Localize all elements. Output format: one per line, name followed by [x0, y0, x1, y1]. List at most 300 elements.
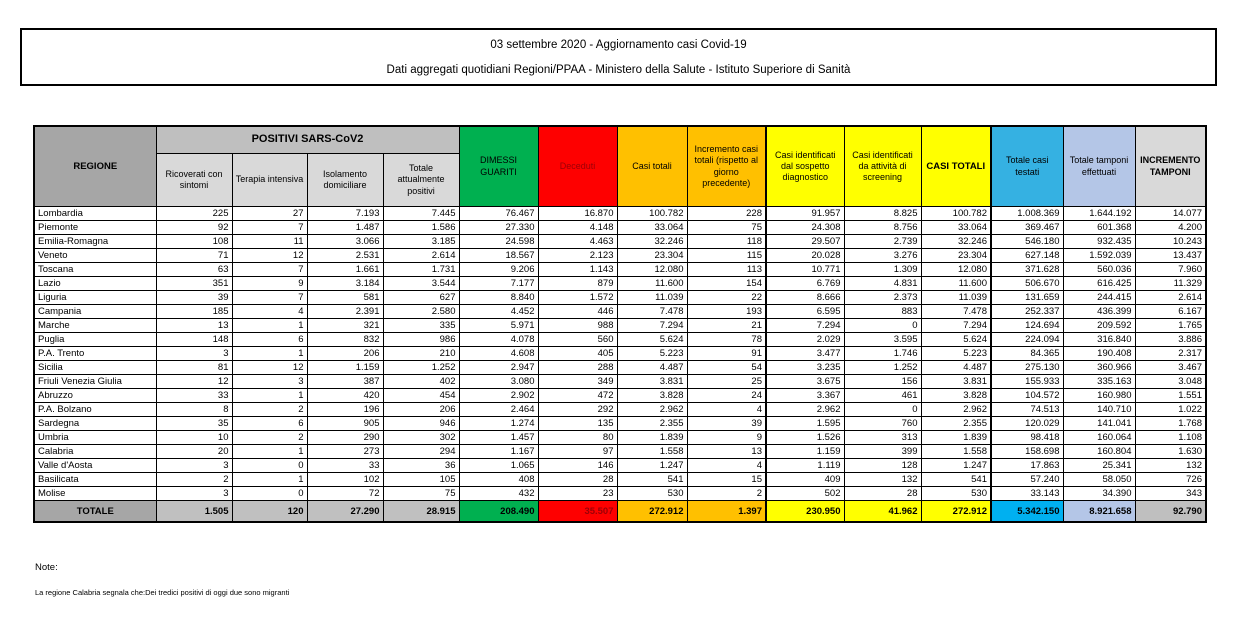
value-cell: 2.614 [1135, 291, 1206, 305]
value-cell: 2.464 [459, 403, 538, 417]
value-cell: 108 [156, 235, 232, 249]
value-cell: 292 [538, 403, 617, 417]
value-cell: 35 [156, 417, 232, 431]
value-cell: 351 [156, 277, 232, 291]
value-cell: 2.902 [459, 389, 538, 403]
value-cell: 601.368 [1063, 221, 1135, 235]
value-cell: 371.628 [991, 263, 1063, 277]
value-cell: 432 [459, 487, 538, 501]
value-cell: 1.247 [617, 459, 687, 473]
value-cell: 21 [687, 319, 766, 333]
value-cell: 33.064 [921, 221, 991, 235]
value-cell: 1.487 [307, 221, 383, 235]
covid-data-table [33, 125, 1207, 523]
value-cell: 81 [156, 361, 232, 375]
value-cell: 905 [307, 417, 383, 431]
value-cell: 206 [383, 403, 459, 417]
value-cell: 28 [538, 473, 617, 487]
value-cell: 405 [538, 347, 617, 361]
table-row [34, 445, 1206, 459]
value-cell: 12 [232, 361, 307, 375]
value-cell: 78 [687, 333, 766, 347]
value-cell: 1.457 [459, 431, 538, 445]
value-cell: 102 [307, 473, 383, 487]
value-cell: 228 [687, 207, 766, 221]
value-cell: 7.445 [383, 207, 459, 221]
value-cell: 616.425 [1063, 277, 1135, 291]
value-cell: 1.309 [844, 263, 921, 277]
value-cell: 131.659 [991, 291, 1063, 305]
value-cell: 3.367 [766, 389, 844, 403]
value-cell: 883 [844, 305, 921, 319]
value-cell: 1.765 [1135, 319, 1206, 333]
value-cell: 9.206 [459, 263, 538, 277]
value-cell: 4.148 [538, 221, 617, 235]
value-cell: 8.666 [766, 291, 844, 305]
value-cell: 8 [156, 403, 232, 417]
table-row [34, 487, 1206, 501]
value-cell: 6.595 [766, 305, 844, 319]
value-cell: 4.487 [921, 361, 991, 375]
value-cell: 399 [844, 445, 921, 459]
region-cell: P.A. Bolzano [34, 403, 156, 417]
value-cell: 3.048 [1135, 375, 1206, 389]
value-cell: 316.840 [1063, 333, 1135, 347]
value-cell: 10.771 [766, 263, 844, 277]
header-incremento-casi: Incremento casi totali (rispetto al giorno precedente) [687, 126, 766, 207]
value-cell: 436.399 [1063, 305, 1135, 319]
value-cell: 23 [538, 487, 617, 501]
region-cell: Veneto [34, 249, 156, 263]
value-cell: 2 [232, 403, 307, 417]
value-cell: 210 [383, 347, 459, 361]
value-cell: 3 [156, 347, 232, 361]
header-deceduti: Deceduti [538, 126, 617, 207]
value-cell: 11.039 [921, 291, 991, 305]
table-row [34, 305, 1206, 319]
value-cell: 7.478 [617, 305, 687, 319]
value-cell: 1.505 [156, 501, 232, 523]
value-cell: 4 [687, 459, 766, 473]
table-row [34, 263, 1206, 277]
table-row [34, 375, 1206, 389]
value-cell: 120.029 [991, 417, 1063, 431]
value-cell: 6 [232, 333, 307, 347]
value-cell: 20 [156, 445, 232, 459]
value-cell: 1.661 [307, 263, 383, 277]
value-cell: 196 [307, 403, 383, 417]
value-cell: 33 [307, 459, 383, 473]
value-cell: 879 [538, 277, 617, 291]
value-cell: 2.029 [766, 333, 844, 347]
value-cell: 1.252 [844, 361, 921, 375]
region-cell: Friuli Venezia Giulia [34, 375, 156, 389]
region-cell: Campania [34, 305, 156, 319]
region-cell: Liguria [34, 291, 156, 305]
value-cell: 360.966 [1063, 361, 1135, 375]
region-cell: Lombardia [34, 207, 156, 221]
value-cell: 6 [232, 417, 307, 431]
value-cell: 105 [383, 473, 459, 487]
value-cell: 91 [687, 347, 766, 361]
header-casi-screening: Casi identificati da attività di screening [844, 126, 921, 207]
value-cell: 1.630 [1135, 445, 1206, 459]
value-cell: 1.159 [766, 445, 844, 459]
table-row [34, 333, 1206, 347]
value-cell: 408 [459, 473, 538, 487]
region-cell: P.A. Trento [34, 347, 156, 361]
value-cell: 2.962 [766, 403, 844, 417]
value-cell: 12 [156, 375, 232, 389]
value-cell: 1.644.192 [1063, 207, 1135, 221]
value-cell: 726 [1135, 473, 1206, 487]
value-cell: 1.022 [1135, 403, 1206, 417]
value-cell: 530 [617, 487, 687, 501]
region-cell: Lazio [34, 277, 156, 291]
value-cell: 160.980 [1063, 389, 1135, 403]
value-cell: 7 [232, 291, 307, 305]
value-cell: 41.962 [844, 501, 921, 523]
value-cell: 1.159 [307, 361, 383, 375]
value-cell: 10 [156, 431, 232, 445]
value-cell: 272.912 [921, 501, 991, 523]
value-cell: 1.768 [1135, 417, 1206, 431]
value-cell: 2.580 [383, 305, 459, 319]
value-cell: 541 [617, 473, 687, 487]
value-cell: 24 [687, 389, 766, 403]
value-cell: 8.825 [844, 207, 921, 221]
value-cell: 185 [156, 305, 232, 319]
value-cell: 273 [307, 445, 383, 459]
value-cell: 155.933 [991, 375, 1063, 389]
value-cell: 349 [538, 375, 617, 389]
table-row [34, 207, 1206, 221]
region-cell: Abruzzo [34, 389, 156, 403]
value-cell: 3.828 [921, 389, 991, 403]
value-cell: 5.223 [617, 347, 687, 361]
value-cell: 23.304 [617, 249, 687, 263]
value-cell: 454 [383, 389, 459, 403]
value-cell: 14.077 [1135, 207, 1206, 221]
value-cell: 33 [156, 389, 232, 403]
value-cell: 290 [307, 431, 383, 445]
value-cell: 4.831 [844, 277, 921, 291]
header-casi-totali: Casi totali [617, 126, 687, 207]
value-cell: 1.586 [383, 221, 459, 235]
value-cell: 2.355 [617, 417, 687, 431]
value-cell: 502 [766, 487, 844, 501]
value-cell: 252.337 [991, 305, 1063, 319]
value-cell: 71 [156, 249, 232, 263]
value-cell: 313 [844, 431, 921, 445]
value-cell: 288 [538, 361, 617, 375]
value-cell: 11 [232, 235, 307, 249]
value-cell: 32.246 [921, 235, 991, 249]
value-cell: 7.478 [921, 305, 991, 319]
value-cell: 4.200 [1135, 221, 1206, 235]
value-cell: 3.675 [766, 375, 844, 389]
value-cell: 13 [687, 445, 766, 459]
value-cell: 76.467 [459, 207, 538, 221]
value-cell: 244.415 [1063, 291, 1135, 305]
totals-label-cell: TOTALE [34, 501, 156, 523]
value-cell: 2.355 [921, 417, 991, 431]
value-cell: 24.308 [766, 221, 844, 235]
value-cell: 7.960 [1135, 263, 1206, 277]
value-cell: 11.600 [921, 277, 991, 291]
value-cell: 0 [232, 459, 307, 473]
value-cell: 2.947 [459, 361, 538, 375]
value-cell: 2.739 [844, 235, 921, 249]
table-row [34, 473, 1206, 487]
page-title: 03 settembre 2020 - Aggiornamento casi Covid-19 [490, 39, 747, 51]
value-cell: 160.064 [1063, 431, 1135, 445]
value-cell: 25 [687, 375, 766, 389]
value-cell: 3.235 [766, 361, 844, 375]
value-cell: 3.828 [617, 389, 687, 403]
value-cell: 7.294 [766, 319, 844, 333]
value-cell: 302 [383, 431, 459, 445]
value-cell: 627.148 [991, 249, 1063, 263]
value-cell: 75 [383, 487, 459, 501]
value-cell: 160.804 [1063, 445, 1135, 459]
value-cell: 54 [687, 361, 766, 375]
table-row [34, 417, 1206, 431]
notes-text: La regione Calabria segnala che:Dei tredici positivi di oggi due sono migranti [35, 588, 290, 597]
table-row [34, 459, 1206, 473]
value-cell: 1.839 [617, 431, 687, 445]
value-cell: 3 [156, 459, 232, 473]
value-cell: 7.294 [617, 319, 687, 333]
value-cell: 3 [232, 375, 307, 389]
value-cell: 546.180 [991, 235, 1063, 249]
value-cell: 27.330 [459, 221, 538, 235]
notes-heading: Note: [35, 562, 58, 573]
value-cell: 208.490 [459, 501, 538, 523]
value-cell: 2.962 [921, 403, 991, 417]
value-cell: 0 [232, 487, 307, 501]
value-cell: 3.477 [766, 347, 844, 361]
value-cell: 0 [844, 319, 921, 333]
value-cell: 4.608 [459, 347, 538, 361]
value-cell: 2.373 [844, 291, 921, 305]
value-cell: 28.915 [383, 501, 459, 523]
value-cell: 3.080 [459, 375, 538, 389]
value-cell: 461 [844, 389, 921, 403]
value-cell: 91.957 [766, 207, 844, 221]
value-cell: 206 [307, 347, 383, 361]
value-cell: 321 [307, 319, 383, 333]
value-cell: 100.782 [921, 207, 991, 221]
value-cell: 230.950 [766, 501, 844, 523]
region-cell: Molise [34, 487, 156, 501]
value-cell: 18.567 [459, 249, 538, 263]
value-cell: 11.329 [1135, 277, 1206, 291]
value-cell: 23.304 [921, 249, 991, 263]
value-cell: 1.119 [766, 459, 844, 473]
value-cell: 25.341 [1063, 459, 1135, 473]
page-subtitle: Dati aggregati quotidiani Regioni/PPAA - Ministero della Salute - Istituto Superiore di Sanità [386, 64, 851, 76]
header-ricoverati: Ricoverati con sintomi [156, 154, 232, 207]
header-casi-sospetto: Casi identificati dal sospetto diagnostico [766, 126, 844, 207]
table-body [34, 207, 1206, 523]
value-cell: 148 [156, 333, 232, 347]
value-cell: 141.041 [1063, 417, 1135, 431]
value-cell: 1.065 [459, 459, 538, 473]
value-cell: 158.698 [991, 445, 1063, 459]
value-cell: 132 [1135, 459, 1206, 473]
value-cell: 190.408 [1063, 347, 1135, 361]
value-cell: 39 [687, 417, 766, 431]
value-cell: 3.831 [617, 375, 687, 389]
value-cell: 1.839 [921, 431, 991, 445]
region-cell: Piemonte [34, 221, 156, 235]
value-cell: 420 [307, 389, 383, 403]
value-cell: 2.317 [1135, 347, 1206, 361]
value-cell: 100.782 [617, 207, 687, 221]
value-cell: 1.167 [459, 445, 538, 459]
value-cell: 1.558 [617, 445, 687, 459]
value-cell: 560.036 [1063, 263, 1135, 277]
value-cell: 104.572 [991, 389, 1063, 403]
value-cell: 2 [156, 473, 232, 487]
value-cell: 2.962 [617, 403, 687, 417]
value-cell: 29.507 [766, 235, 844, 249]
value-cell: 6.167 [1135, 305, 1206, 319]
value-cell: 1.008.369 [991, 207, 1063, 221]
value-cell: 988 [538, 319, 617, 333]
value-cell: 946 [383, 417, 459, 431]
value-cell: 2.614 [383, 249, 459, 263]
value-cell: 7.177 [459, 277, 538, 291]
value-cell: 1.108 [1135, 431, 1206, 445]
value-cell: 120 [232, 501, 307, 523]
value-cell: 446 [538, 305, 617, 319]
value-cell: 1.143 [538, 263, 617, 277]
value-cell: 4.078 [459, 333, 538, 347]
value-cell: 1 [232, 319, 307, 333]
value-cell: 34.390 [1063, 487, 1135, 501]
value-cell: 5.971 [459, 319, 538, 333]
header-totale-positivi: Totale attualmente positivi [383, 154, 459, 207]
value-cell: 1.526 [766, 431, 844, 445]
value-cell: 832 [307, 333, 383, 347]
value-cell: 1.746 [844, 347, 921, 361]
value-cell: 6.769 [766, 277, 844, 291]
value-cell: 1.252 [383, 361, 459, 375]
value-cell: 20.028 [766, 249, 844, 263]
value-cell: 5.342.150 [991, 501, 1063, 523]
value-cell: 24.598 [459, 235, 538, 249]
value-cell: 154 [687, 277, 766, 291]
value-cell: 16.870 [538, 207, 617, 221]
value-cell: 3.184 [307, 277, 383, 291]
value-cell: 5.624 [921, 333, 991, 347]
value-cell: 225 [156, 207, 232, 221]
value-cell: 12 [232, 249, 307, 263]
table-row [34, 249, 1206, 263]
value-cell: 28 [844, 487, 921, 501]
value-cell: 760 [844, 417, 921, 431]
value-cell: 72 [307, 487, 383, 501]
value-cell: 92 [156, 221, 232, 235]
value-cell: 17.863 [991, 459, 1063, 473]
value-cell: 3.831 [921, 375, 991, 389]
value-cell: 3.066 [307, 235, 383, 249]
value-cell: 27 [232, 207, 307, 221]
value-cell: 135 [538, 417, 617, 431]
value-cell: 387 [307, 375, 383, 389]
header-positivi-group: POSITIVI SARS-CoV2 [156, 126, 459, 154]
region-cell: Calabria [34, 445, 156, 459]
value-cell: 986 [383, 333, 459, 347]
region-cell: Emilia-Romagna [34, 235, 156, 249]
value-cell: 2 [232, 431, 307, 445]
value-cell: 0 [844, 403, 921, 417]
value-cell: 402 [383, 375, 459, 389]
value-cell: 4 [687, 403, 766, 417]
value-cell: 1 [232, 445, 307, 459]
value-cell: 272.912 [617, 501, 687, 523]
table-row [34, 235, 1206, 249]
value-cell: 98.418 [991, 431, 1063, 445]
value-cell: 58.050 [1063, 473, 1135, 487]
value-cell: 115 [687, 249, 766, 263]
value-cell: 1 [232, 347, 307, 361]
value-cell: 118 [687, 235, 766, 249]
value-cell: 1.558 [921, 445, 991, 459]
table-header [34, 126, 1206, 207]
value-cell: 75 [687, 221, 766, 235]
value-cell: 343 [1135, 487, 1206, 501]
value-cell: 5.624 [617, 333, 687, 347]
table-row [34, 389, 1206, 403]
value-cell: 3 [156, 487, 232, 501]
value-cell: 1.274 [459, 417, 538, 431]
value-cell: 63 [156, 263, 232, 277]
header-isolamento: Isolamento domiciliare [307, 154, 383, 207]
value-cell: 530 [921, 487, 991, 501]
header-incremento-tamponi: INCREMENTO TAMPONI [1135, 126, 1206, 207]
table-row [34, 431, 1206, 445]
header-casi-totali-caps: CASI TOTALI [921, 126, 991, 207]
header-tamponi: Totale tamponi effettuati [1063, 126, 1135, 207]
value-cell: 2 [687, 487, 766, 501]
value-cell: 1.595 [766, 417, 844, 431]
value-cell: 8.921.658 [1063, 501, 1135, 523]
value-cell: 84.365 [991, 347, 1063, 361]
region-cell: Marche [34, 319, 156, 333]
value-cell: 4.452 [459, 305, 538, 319]
value-cell: 3.886 [1135, 333, 1206, 347]
value-cell: 1.397 [687, 501, 766, 523]
value-cell: 4.487 [617, 361, 687, 375]
value-cell: 1.592.039 [1063, 249, 1135, 263]
value-cell: 11.600 [617, 277, 687, 291]
value-cell: 932.435 [1063, 235, 1135, 249]
value-cell: 4.463 [538, 235, 617, 249]
table-row [34, 221, 1206, 235]
value-cell: 5.223 [921, 347, 991, 361]
region-cell: Puglia [34, 333, 156, 347]
value-cell: 1.572 [538, 291, 617, 305]
value-cell: 27.290 [307, 501, 383, 523]
value-cell: 9 [687, 431, 766, 445]
value-cell: 32.246 [617, 235, 687, 249]
value-cell: 1 [232, 389, 307, 403]
value-cell: 2.123 [538, 249, 617, 263]
value-cell: 13 [156, 319, 232, 333]
